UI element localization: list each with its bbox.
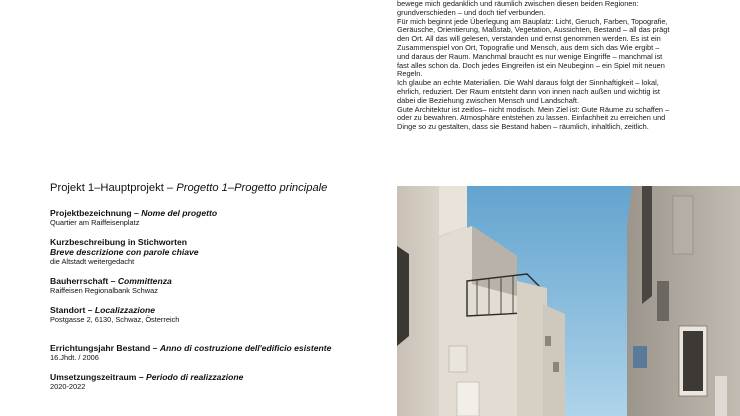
field-value: 2020-2022 [50, 382, 86, 391]
field-label-de: Standort – [50, 305, 95, 315]
intro-line: fast alles schon da. Doch jedes Eingreifen ist ein Neubeginn – ein Spiel mit neuen [397, 60, 665, 70]
intro-line: Gute Architektur ist zeitlos– nicht modisch. Mein Ziel ist: Gute Räume zu schaffen – [397, 104, 670, 114]
field-label-it: Periodo di realizzazione [146, 372, 244, 382]
field-label-de: Projektbezeichnung – [50, 208, 142, 218]
street-photo-illustration [397, 186, 740, 416]
field-label-de: Umsetzungszeitraum – [50, 372, 146, 382]
field-label-it: Anno di costruzione dell'edificio esistente [159, 343, 332, 353]
intro-line: ehrlich, reduziert. Der Raum entsteht dann von innen nach außen und wichtig ist [397, 86, 660, 96]
intro-line: Ich glaube an echte Materialien. Die Wahl daraus folgt der Sinnhaftigkeit – lokal, [397, 78, 659, 88]
field-value: Quartier am Raiffeisenplatz [50, 218, 140, 227]
field-short-description [50, 237, 390, 266]
field-label-it: Committenza [117, 276, 172, 286]
intro-line: und daraus der Raum. Manchmal braucht es nur wenige Eingriffe – manchmal ist [397, 51, 663, 61]
field-implementation-period [50, 372, 390, 391]
field-label-it: Nome del progetto [141, 208, 218, 218]
field-client [50, 276, 390, 295]
intro-line: oder zu bewahren. Atmosphäre entstehen zu lassen. Einfachheit zu erreichen und [397, 113, 666, 123]
field-project-name [50, 208, 390, 227]
intro-line: Geräusche, Orientierung, Maßstab, Vegetation, Aussichten, Bestand – all das prägt [397, 25, 670, 35]
field-value: 16.Jhdt. / 2006 [50, 353, 99, 362]
project-title-it: Progetto 1–Progetto principale [176, 182, 328, 194]
field-label-de: Bauherrschaft – [50, 276, 118, 286]
project-photo [397, 186, 740, 416]
field-construction-year [50, 343, 390, 362]
intro-line: grundverschieden – und doch tief verbunden. [397, 7, 546, 17]
intro-line: Regeln. [397, 69, 423, 79]
field-value: Postgasse 2, 6130, Schwaz, Österreich [50, 315, 180, 324]
project-title [50, 182, 327, 195]
intro-line: dabei die Beziehung zwischen Mensch und Landschaft. [397, 95, 580, 105]
field-location [50, 305, 390, 324]
intro-line: Zusammenspiel von Ort, Topografie und Mensch, aus dem sich das Wie ergibt – [397, 42, 660, 52]
intro-line: Dinge so zu gestalten, dass sie Bestand haben – räumlich, inhaltlich, zeitlich. [397, 122, 649, 132]
project-fields [50, 208, 390, 401]
field-label-it: Breve descrizione con parole chiave [50, 247, 199, 257]
field-label-de: Kurzbeschreibung in Stichworten [50, 237, 188, 247]
field-value: Raiffeisen Regionalbank Schwaz [50, 286, 158, 295]
intro-text [397, 0, 732, 132]
intro-line: Für mich beginnt jede Überlegung am Bauplatz: Licht, Geruch, Farben, Topografie, [397, 16, 668, 26]
field-label-it: Localizzazione [94, 305, 156, 315]
field-value: die Altstadt weitergedacht [50, 257, 135, 266]
project-title-de: Projekt 1–Hauptprojekt – [50, 182, 177, 194]
intro-line: bewege mich gedanklich und räumlich zwischen diesen beiden Regionen: [397, 0, 639, 8]
field-label-de: Errichtungsjahr Bestand – [50, 343, 160, 353]
intro-line: den Ort. All das will gelesen, verstanden und ernst genommen werden. Es ist ein [397, 34, 661, 44]
